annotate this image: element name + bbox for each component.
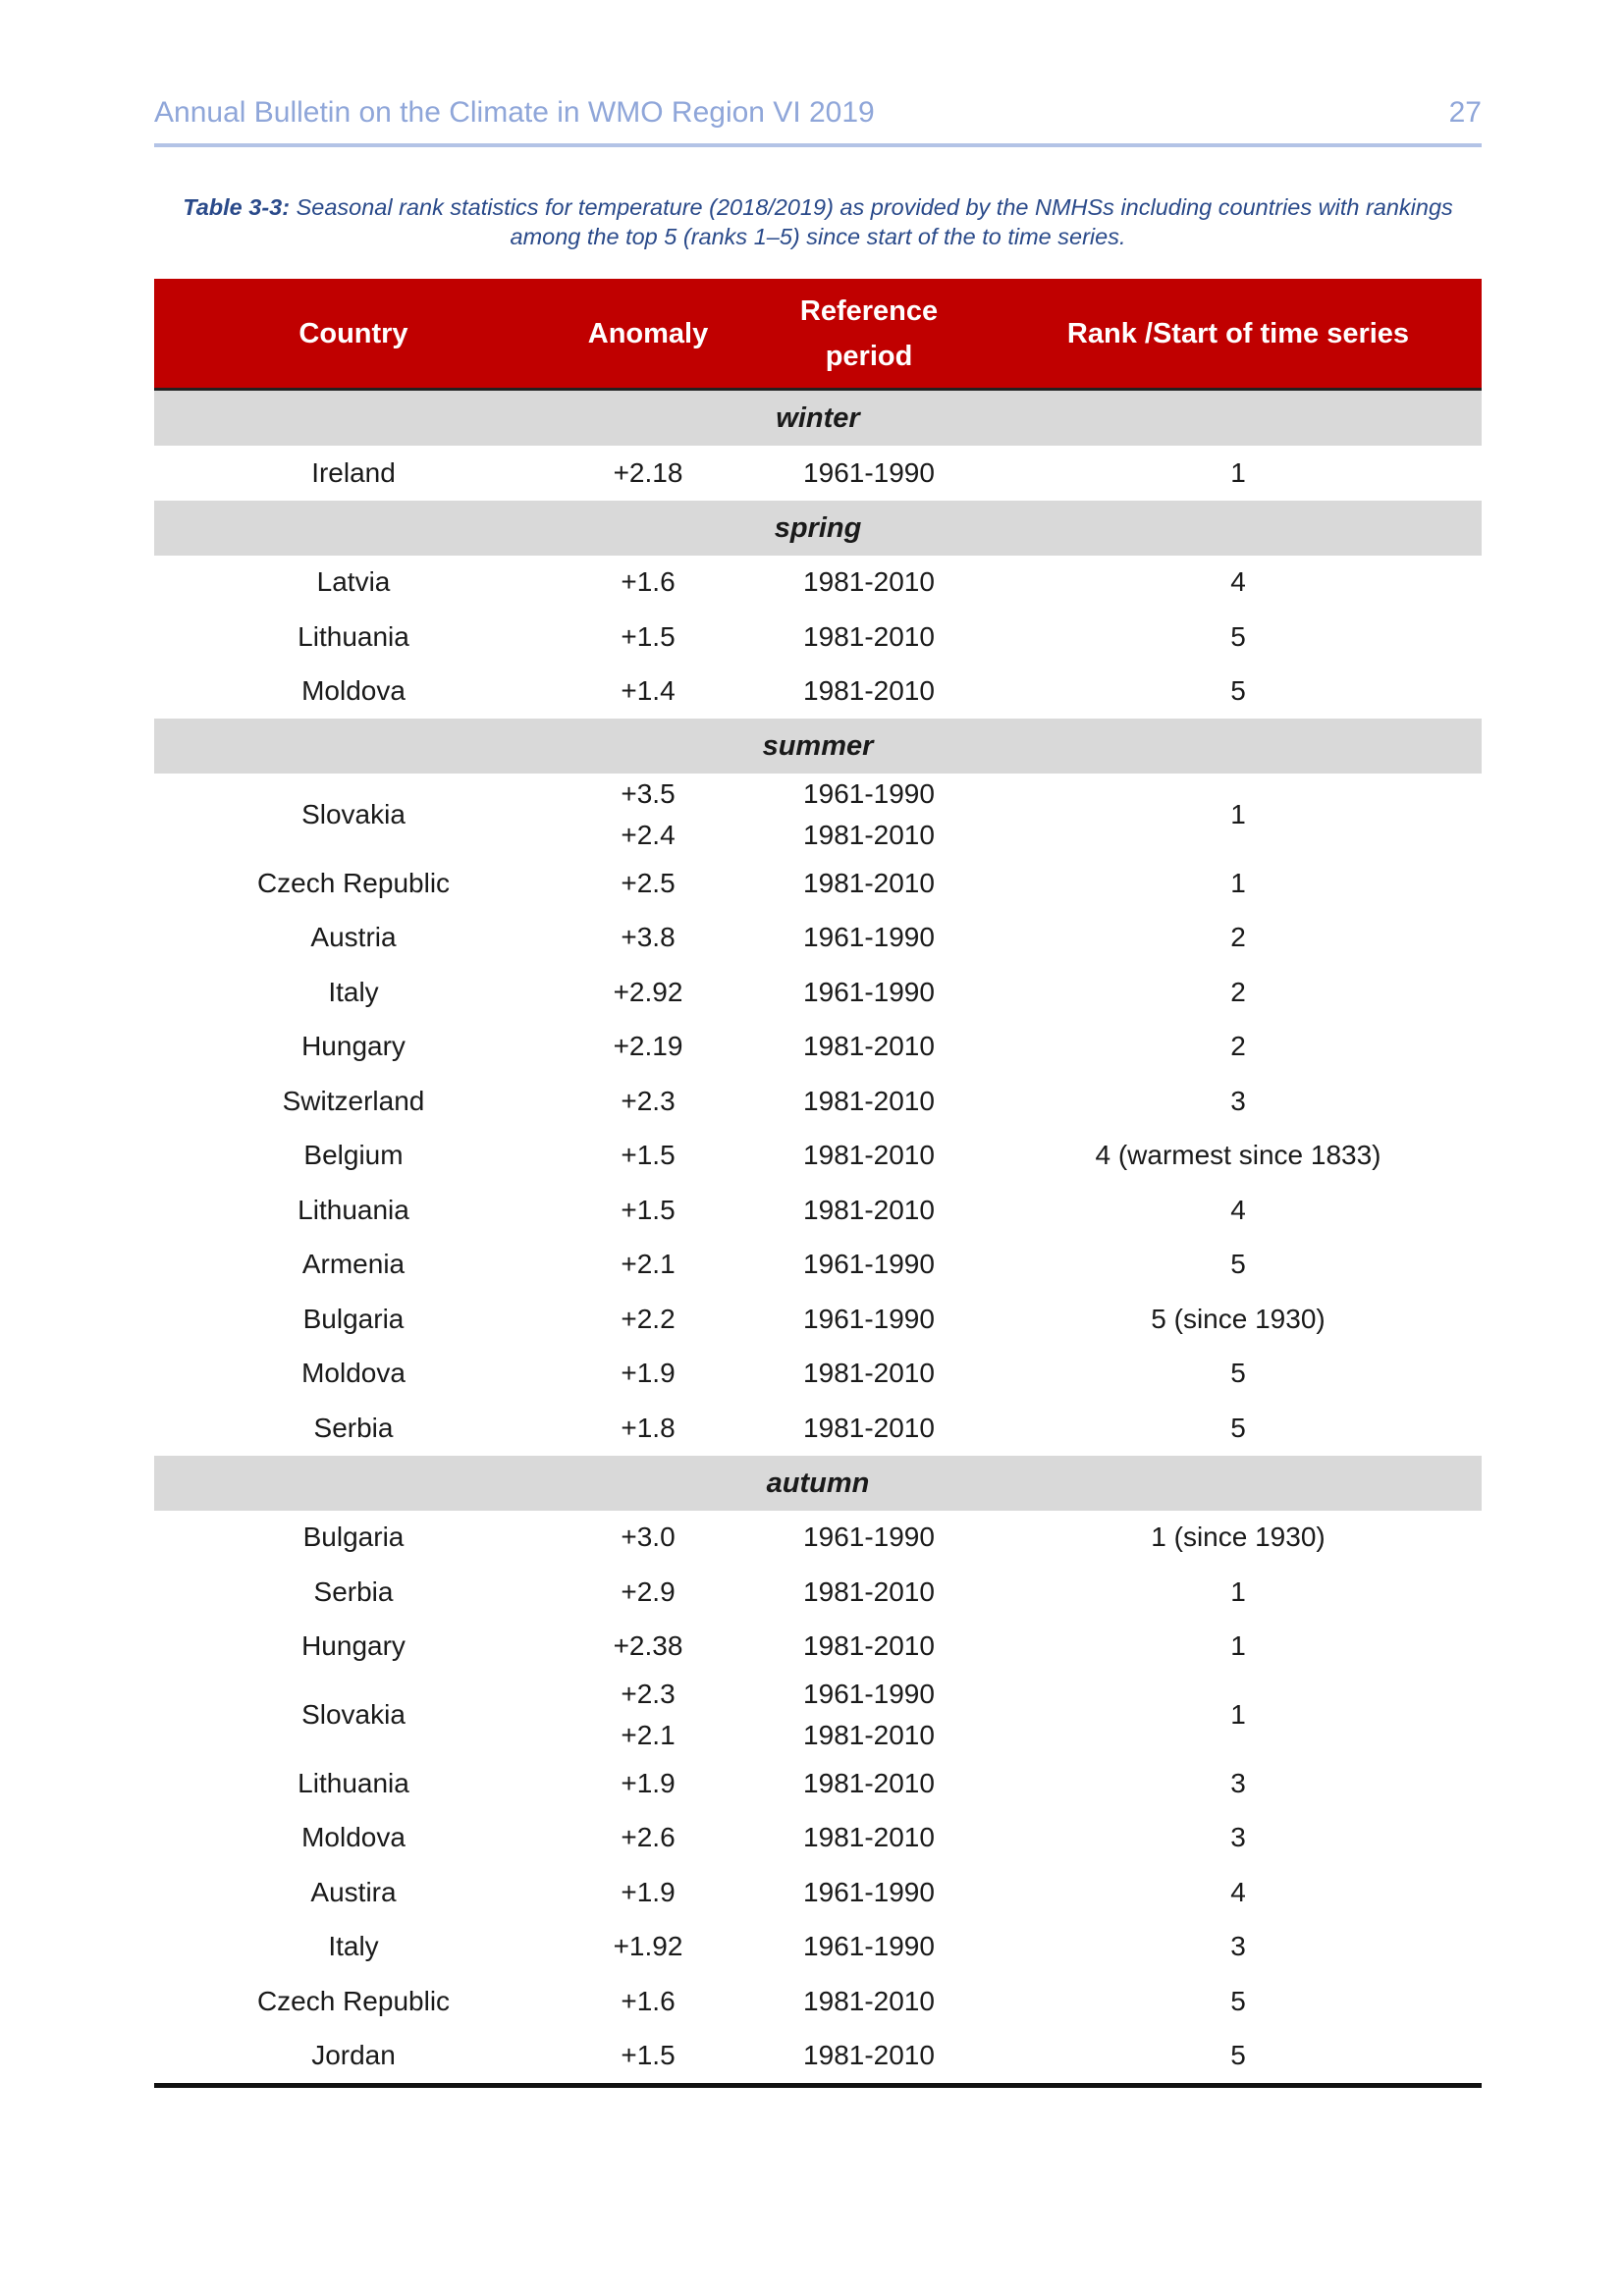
header-rank: Rank /Start of time series <box>995 279 1482 390</box>
anomaly-cell <box>553 1674 743 1756</box>
table-row <box>154 446 1482 501</box>
anomaly-cell-value: +3.5 <box>621 778 676 809</box>
reference-period-cell-value: 1961-1990 <box>803 1876 935 1907</box>
country-cell: Czech Republic <box>256 867 451 898</box>
table-caption <box>154 192 1482 251</box>
table-body <box>154 390 1482 2086</box>
rank-cell: 4 (warmest since 1833) <box>1095 1140 1381 1171</box>
reference-period-cell <box>743 1401 995 1456</box>
reference-period-cell <box>743 1183 995 1238</box>
reference-period-cell <box>743 1238 995 1293</box>
anomaly-cell <box>553 556 743 611</box>
reference-period-cell <box>743 774 995 856</box>
anomaly-cell <box>553 1183 743 1238</box>
country-cell: Bulgaria <box>302 1522 405 1553</box>
reference-period-cell-value: 1981-2010 <box>803 820 935 850</box>
anomaly-cell-value: +1.5 <box>621 620 676 652</box>
anomaly-cell-value: +2.2 <box>621 1303 676 1334</box>
reference-period-cell-value: 1981-2010 <box>803 620 935 652</box>
season-label: winter <box>154 390 1482 447</box>
rank-cell: 3 <box>1230 1931 1246 1962</box>
anomaly-cell-value: +1.5 <box>621 1194 676 1225</box>
anomaly-cell <box>553 965 743 1020</box>
table-row <box>154 2029 1482 2086</box>
table-row <box>154 1020 1482 1075</box>
anomaly-cell <box>553 1620 743 1675</box>
country-cell: Armenia <box>301 1249 406 1280</box>
reference-period-cell-value: 1981-2010 <box>803 867 935 898</box>
anomaly-cell <box>553 1511 743 1566</box>
anomaly-cell-value: +1.6 <box>621 1985 676 2016</box>
rank-cell: 5 <box>1230 1985 1246 2016</box>
country-cell: Switzerland <box>282 1085 425 1116</box>
country-cell: Jordan <box>154 2029 553 2086</box>
anomaly-cell <box>553 665 743 720</box>
table-row <box>154 1620 1482 1675</box>
anomaly-cell-value: +3.0 <box>621 1522 676 1553</box>
rank-cell: 1 <box>1230 1699 1246 1730</box>
reference-period-cell-value: 1961-1990 <box>803 1249 935 1280</box>
rank-cell: 5 (since 1930) <box>1151 1303 1326 1334</box>
table-header <box>154 279 1482 390</box>
reference-period-cell-value: 1961-1990 <box>803 1931 935 1962</box>
table-row <box>154 1183 1482 1238</box>
rank-cell: 2 <box>1230 976 1246 1007</box>
reference-period-cell <box>743 556 995 611</box>
rank-cell: 1 (since 1930) <box>1151 1522 1326 1553</box>
table-row <box>154 610 1482 665</box>
country-cell: Hungary <box>301 1630 406 1662</box>
table-row <box>154 1756 1482 1811</box>
anomaly-cell <box>553 1292 743 1347</box>
anomaly-cell <box>553 1974 743 2029</box>
running-header <box>154 94 1482 147</box>
reference-period-cell <box>743 911 995 966</box>
anomaly-cell-value: +1.5 <box>621 2040 676 2071</box>
header-country: Country <box>154 279 553 390</box>
reference-period-cell-value: 1961-1990 <box>803 976 935 1007</box>
rank-cell: 5 <box>995 2029 1482 2086</box>
table-row <box>154 1238 1482 1293</box>
anomaly-cell-value: +1.6 <box>621 566 676 598</box>
season-row-winter <box>154 390 1482 447</box>
table-caption-label: Table 3-3: <box>183 194 291 220</box>
reference-period-cell-value: 1981-2010 <box>803 1085 935 1116</box>
reference-period-cell <box>743 1347 995 1402</box>
reference-period-cell <box>743 1129 995 1184</box>
table-row <box>154 1292 1482 1347</box>
country-cell: Latvia <box>316 566 391 598</box>
anomaly-cell <box>553 1020 743 1075</box>
anomaly-cell <box>553 1238 743 1293</box>
anomaly-cell <box>553 1401 743 1456</box>
anomaly-cell-value: +1.9 <box>621 1767 676 1798</box>
reference-period-cell <box>743 610 995 665</box>
country-cell: Moldova <box>301 675 406 707</box>
header-anomaly: Anomaly <box>553 279 743 390</box>
header-reference-period-label: Reference period <box>799 294 939 372</box>
rank-cell: 5 <box>1230 620 1246 652</box>
country-cell: Lithuania <box>298 1767 409 1798</box>
anomaly-cell <box>553 1129 743 1184</box>
rank-statistics-table <box>154 279 1482 2088</box>
table-row <box>154 1920 1482 1975</box>
rank-cell: 5 <box>1230 675 1246 707</box>
table-row <box>154 1347 1482 1402</box>
anomaly-cell-value: +2.3 <box>621 1679 676 1709</box>
reference-period-cell-value: 1981-2010 <box>803 1358 935 1389</box>
reference-period-cell <box>743 2029 995 2086</box>
reference-period-cell <box>743 446 995 501</box>
anomaly-cell-value: +2.18 <box>613 456 683 488</box>
country-cell: Slovakia <box>301 1699 406 1730</box>
reference-period-cell-value: 1981-2010 <box>803 675 935 707</box>
reference-period-cell-value: 1961-1990 <box>803 922 935 953</box>
anomaly-cell <box>553 1347 743 1402</box>
reference-period-cell-value: 1981-2010 <box>803 1412 935 1443</box>
reference-period-cell-value: 1961-1990 <box>803 1303 935 1334</box>
anomaly-cell <box>553 774 743 856</box>
anomaly-cell-value: +1.9 <box>621 1358 676 1389</box>
rank-cell: 2 <box>1230 922 1246 953</box>
rank-cell: 1 <box>1230 1575 1246 1607</box>
rank-cell: 2 <box>1230 1031 1246 1062</box>
reference-period-cell <box>743 1811 995 1866</box>
reference-period-cell <box>743 1511 995 1566</box>
anomaly-cell <box>553 1920 743 1975</box>
table-row <box>154 556 1482 611</box>
anomaly-cell-value: +2.9 <box>621 1575 676 1607</box>
table-row <box>154 1074 1482 1129</box>
anomaly-cell-value: +1.9 <box>621 1876 676 1907</box>
rank-cell: 1 <box>1230 867 1246 898</box>
anomaly-cell-value: +2.1 <box>621 1249 676 1280</box>
season-row-summer <box>154 719 1482 774</box>
reference-period-cell-value: 1981-2010 <box>803 566 935 598</box>
anomaly-cell-value: +1.92 <box>613 1931 683 1962</box>
anomaly-cell-value: +2.4 <box>621 820 676 850</box>
country-cell: Belgium <box>303 1140 404 1171</box>
header-row <box>154 279 1482 390</box>
reference-period-cell-value: 1981-2010 <box>803 1822 935 1853</box>
reference-period-cell <box>743 856 995 911</box>
anomaly-cell-value: +2.38 <box>613 1630 683 1662</box>
anomaly-cell-value: +1.8 <box>621 1412 676 1443</box>
anomaly-cell <box>553 1865 743 1920</box>
reference-period-cell <box>743 1565 995 1620</box>
table-row <box>154 911 1482 966</box>
table-row <box>154 1401 1482 1456</box>
reference-period-cell-value: 1981-2010 <box>803 1720 935 1750</box>
anomaly-cell-value: +2.5 <box>621 867 676 898</box>
reference-period-cell-value: 1981-2010 <box>803 1630 935 1662</box>
rank-cell: 5 <box>1230 1358 1246 1389</box>
anomaly-cell-value: +2.1 <box>621 1720 676 1750</box>
table-row <box>154 1565 1482 1620</box>
table-row <box>154 1674 1482 1756</box>
reference-period-cell-value: 1961-1990 <box>803 1522 935 1553</box>
rank-cell: 3 <box>1230 1822 1246 1853</box>
season-row-spring <box>154 501 1482 556</box>
anomaly-cell-value: +2.3 <box>621 1085 676 1116</box>
page-number: 27 <box>1448 96 1482 129</box>
running-title: Annual Bulletin on the Climate in WMO Region VI 2019 <box>154 96 875 129</box>
reference-period-cell-value: 1981-2010 <box>803 1767 935 1798</box>
season-row-autumn <box>154 1456 1482 1511</box>
rank-cell: 3 <box>1230 1767 1246 1798</box>
country-cell: Moldova <box>301 1822 406 1853</box>
anomaly-cell <box>553 1074 743 1129</box>
country-cell: Serbia <box>313 1412 394 1443</box>
table-row <box>154 1129 1482 1184</box>
country-cell: Bulgaria <box>302 1303 405 1334</box>
country-cell: Serbia <box>313 1575 394 1607</box>
anomaly-cell <box>553 1811 743 1866</box>
country-cell: Lithuania <box>298 620 409 652</box>
country-cell: Austira <box>310 1876 397 1907</box>
reference-period-cell-value: 1961-1990 <box>803 456 935 488</box>
reference-period-cell <box>743 665 995 720</box>
anomaly-cell-value: +3.8 <box>621 922 676 953</box>
rank-cell: 4 <box>1230 1876 1246 1907</box>
anomaly-cell <box>553 2029 743 2086</box>
country-cell: Italy <box>328 976 379 1007</box>
country-cell: Slovakia <box>301 799 406 829</box>
reference-period-cell-value: 1961-1990 <box>803 778 935 809</box>
reference-period-cell <box>743 1074 995 1129</box>
rank-cell: 1 <box>1230 799 1246 829</box>
reference-period-cell <box>743 1292 995 1347</box>
table-row <box>154 1974 1482 2029</box>
reference-period-cell <box>743 1756 995 1811</box>
reference-period-cell <box>743 1020 995 1075</box>
reference-period-cell-value: 1981-2010 <box>803 2040 935 2071</box>
anomaly-cell-value: +2.19 <box>613 1031 683 1062</box>
reference-period-cell <box>743 1920 995 1975</box>
table-row <box>154 856 1482 911</box>
table-row <box>154 1865 1482 1920</box>
rank-cell: 1 <box>1230 1630 1246 1662</box>
country-cell: Austria <box>310 922 397 953</box>
table-row <box>154 965 1482 1020</box>
anomaly-cell <box>553 1565 743 1620</box>
country-cell: Lithuania <box>298 1194 409 1225</box>
reference-period-cell-value: 1981-2010 <box>803 1140 935 1171</box>
reference-period-cell-value: 1981-2010 <box>803 1575 935 1607</box>
reference-period-cell-value: 1981-2010 <box>803 1985 935 2016</box>
reference-period-cell-value: 1981-2010 <box>803 1031 935 1062</box>
anomaly-cell <box>553 446 743 501</box>
season-label: summer <box>154 719 1482 774</box>
anomaly-cell <box>553 911 743 966</box>
reference-period-cell <box>743 1974 995 2029</box>
table-caption-text: Seasonal rank statistics for temperature (2018/2019) as provided by the NMHSs including countries with rankings among the top 5 (ranks 1–5) since start of the to time series. <box>290 194 1453 249</box>
country-cell: Italy <box>328 1931 379 1962</box>
country-cell: Hungary <box>301 1031 406 1062</box>
rank-cell: 1 <box>1230 456 1246 488</box>
table-row <box>154 665 1482 720</box>
reference-period-cell <box>743 1620 995 1675</box>
season-label: spring <box>154 501 1482 556</box>
season-label: autumn <box>154 1456 1482 1511</box>
reference-period-cell <box>743 1674 995 1756</box>
rank-cell: 4 <box>1230 566 1246 598</box>
rank-cell: 3 <box>1230 1085 1246 1116</box>
rank-cell: 5 <box>1230 1249 1246 1280</box>
header-reference-period <box>743 279 995 390</box>
reference-period-cell-value: 1961-1990 <box>803 1679 935 1709</box>
anomaly-cell <box>553 856 743 911</box>
table-row <box>154 774 1482 856</box>
anomaly-cell-value: +2.92 <box>613 976 683 1007</box>
table-row <box>154 1511 1482 1566</box>
anomaly-cell-value: +2.6 <box>621 1822 676 1853</box>
anomaly-cell <box>553 610 743 665</box>
anomaly-cell-value: +1.5 <box>621 1140 676 1171</box>
anomaly-cell <box>553 1756 743 1811</box>
reference-period-cell <box>743 1865 995 1920</box>
rank-cell: 5 <box>1230 1412 1246 1443</box>
rank-cell: 4 <box>1230 1194 1246 1225</box>
country-cell: Ireland <box>311 456 396 488</box>
anomaly-cell-value: +1.4 <box>621 675 676 707</box>
reference-period-cell-value: 1981-2010 <box>803 1194 935 1225</box>
table-row <box>154 1811 1482 1866</box>
country-cell: Czech Republic <box>256 1985 451 2016</box>
reference-period-cell <box>743 965 995 1020</box>
country-cell: Moldova <box>301 1358 406 1389</box>
